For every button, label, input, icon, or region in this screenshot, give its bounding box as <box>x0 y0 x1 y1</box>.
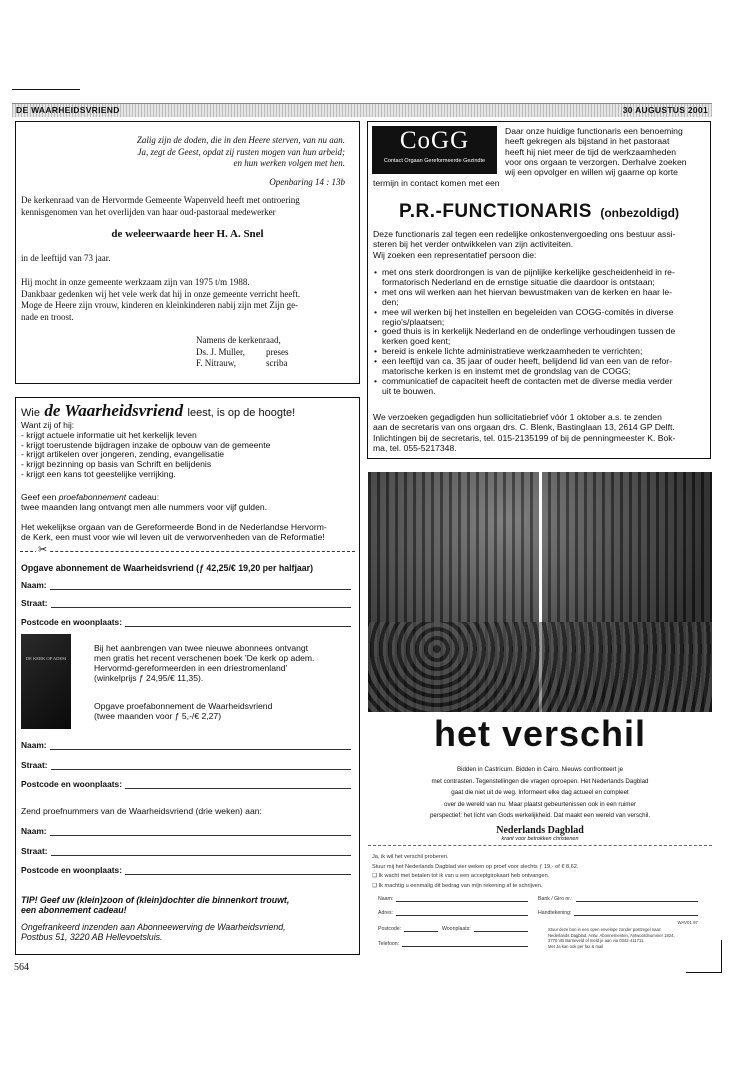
obituary-intro: De kerkenraad van de Hervormde Gemeente Wapenveld heeft met ontroering kennisgenomen van het overlijden van haar oud-pastoraal medewerker <box>21 195 300 217</box>
gift-offer: Geef een proefabonnement cadeau: twee maanden lang ontvangt men alle nummers voor vijf gulden. <box>21 492 268 512</box>
cogg-job-ad <box>367 121 711 459</box>
street-field-3[interactable]: Straat: <box>21 846 351 856</box>
book-cover: DE KERK OP ADEM <box>21 634 71 729</box>
header-bar <box>12 103 712 117</box>
coupon-text: Ja, ik wil het verschil proberen. Stuur mij het Nederlands Dagblad vier weken op proef voor slechts ƒ 19,- of € 8,62. ❑ Ik wacht met betalen tot ik van u een acceptgirokaart heb ontvangen. ❑ Ik machtig u eenmalig dit bedrag van mijn rekening af te schrijven. <box>372 853 578 891</box>
verse-reference: Openbaring 14 : 13b <box>269 176 345 187</box>
book-offer: Bij het aanbrengen van twee nieuwe abonnees ontvangt men gratis het recent verschenen boek 'De kerk op adem. Hervormd-gereformeerden in een driestromenland' (winkelprijs ƒ 24,95/€ 11,35). <box>94 643 315 683</box>
obituary-notice <box>15 121 360 384</box>
ad-headline: het verschil <box>433 713 647 754</box>
deceased-name: de weleerwaarde heer H. A. Snel <box>111 228 264 240</box>
nd-postcode-field[interactable]: Postcode: <box>378 926 438 932</box>
obituary-age: in de leeftijd van 73 jaar. <box>21 253 111 263</box>
coupon-cut-line <box>368 845 712 846</box>
coupon-code: WAV01 97 <box>677 920 698 925</box>
application-instructions: We verzoeken gegadigden hun sollicitatiebrief vóór 1 oktober a.s. te zenden aan de secretaris van ons orgaan drs. C. Blenk, Bastinglaan 13, 2614 GP Delft. Inlichtingen bij de secretaris, tel. 015-2135199 of bij de penningmeester K. Bok- ma, tel. 055-5217348. <box>373 412 676 453</box>
corner-rule <box>686 972 722 973</box>
congregation-photo <box>368 472 712 712</box>
gift-tip: TIP! Geef uw (klein)zoon of (klein)dochter die binnenkort trouwt, een abonnement cadeau! <box>21 895 290 915</box>
list-item: • met ons wil werken aan het hiervan bewustmaken van de kerken en haar le- den; <box>382 288 705 308</box>
crowd-texture <box>368 622 712 712</box>
bible-verse: Zalig zijn de doden, die in den Heere sterven, van nu aan. Ja, zegt de Geest, opdat zij rusten mogen van hun arbeid; en hun werken volgen met hen. Openbaring 14 : 13b <box>16 135 345 188</box>
list-item: • communicatief de capaciteit heeft de contacten met de diverse media verder uit te bouwen. <box>382 377 705 397</box>
scissors-icon: ✂ <box>38 544 48 556</box>
job-description: Deze functionaris zal tegen een redelijke onkostenvergoeding ons bestuur assi- steren bij het verder ontwikkelen van zijn activiteiten. Wij zoeken een representatief persoon die: <box>373 229 676 260</box>
benefits-list: Want zij of hij: - krijgt actuele informatie uit het kerkelijk leven - krijgt toerustende bijdragen inzake de opbouw van de gemeente - krijgt artikelen over jongeren, zending, evangelisatie - krijgt bezinning op basis van Schrift en belijdenis - krijgt een kans tot geestelijke verrijking. <box>21 420 271 479</box>
name-field-3[interactable]: Naam: <box>21 826 351 836</box>
requirements-list <box>373 268 705 397</box>
nd-address-field[interactable]: Adres: <box>378 910 528 916</box>
cogg-logo: CoGG Contact Orgaan Gereformeerde Gezindte <box>372 126 497 174</box>
page-number: 564 <box>14 962 29 973</box>
mailing-address: Ongefrankeerd inzenden aan Abonneewerving de Waarheidsvriend, Postbus 51, 3220 AB Hellevoetsluis. <box>21 922 286 942</box>
list-item: • met ons sterk doordrongen is van de pijnlijke kerkelijke gescheidenheid in re- formatorisch Nederland en de ernstige situatie die daardoor is ontstaan; <box>382 268 705 288</box>
corner-rule-vertical <box>721 940 722 973</box>
street-field-2[interactable]: Straat: <box>21 760 351 770</box>
sample-issues-title: Zend proefnummers van de Waarheidsvriend (drie weken) aan: <box>21 806 262 816</box>
list-item: • een leeftijd van ca. 35 jaar of ouder heeft, belijdend lid van een van de refor- matorische kerken is en instemt met de grondslag van de COGG; <box>382 357 705 377</box>
cogg-intro: Daar onze huidige functionaris een benoeming heeft gekregen als bijstand in het pastoraat heeft hij niet meer de tijd de werkzaamheden voor ons orgaan te verzorgen. Derhalve zoeken wij een opvolger en willen wij gaarne op korte <box>505 126 687 178</box>
job-title: P.R.-FUNCTIONARIS (onbezoldigd) <box>399 201 679 222</box>
subscription-order-title: Opgave abonnement de Waarheidsvriend (ƒ 42,25/€ 19,20 per halfjaar) <box>21 563 314 573</box>
coupon-instructions: Stuur deze bon in een open envelope zonder postzegel naar: Nederlands Dagblad, Antw. Abonnementen, Antwoordnummer 1824, 3770 VB Barneveld of meld je aan via 0342-411711. Met Ja kan ook per fax & mail <box>548 927 675 949</box>
newspaper-logo: Nederlands Dagblad krant voor betrokken christenen <box>496 825 584 842</box>
ad-copy: Bidden in Castricum. Bidden in Cairo. Nieuws confronteert je met contrasten. Tegenstellingen die vragen oproepen. Het Nederlands Dagblad gaat die niet uit de weg. Informeert elke dag actueel en compleet over de wereld van nu. Maar plaatst gebeurtenissen ook in een ruimer perspectief: het licht van Gods werkelijkheid. Dat maakt een wereld van verschil. <box>429 766 651 820</box>
trial-offer: Opgave proefabonnement de Waarheidsvriend (twee maanden voor ƒ 5,-/€ 2,27) <box>94 701 273 721</box>
nd-bank-field[interactable]: Bank / Giro nr.: <box>538 896 698 902</box>
nd-phone-field[interactable]: Telefoon: <box>378 941 528 947</box>
weekly-description: Het wekelijkse orgaan van de Gereformeerde Bond in de Nederlandse Hervorm- de Kerk, een must voor wie wil leven uit de verworvenheden van de Reformatie! <box>21 522 327 542</box>
postcode-field-3[interactable]: Postcode en woonplaats: <box>21 865 351 875</box>
cut-line <box>20 551 355 552</box>
list-item: • bereid is enkele lichte administratieve werkzaamheden te verrichten; <box>382 347 705 357</box>
obituary-body: Hij mocht in onze gemeente werkzaam zijn van 1975 t/m 1988. Dankbaar gedenken wij het vele werk dat hij in onze gemeente verricht heeft. Moge de Heere zijn vrouw, kinderen en kleinkinderen nabij zijn met Zijn ge- nade en troost. <box>21 277 301 322</box>
name-field-1[interactable]: Naam: <box>21 580 351 590</box>
postcode-field-2[interactable]: Postcode en woonplaats: <box>21 779 351 789</box>
postcode-field-1[interactable]: Postcode en woonplaats: <box>21 617 351 627</box>
obituary-signature: Namens de kerkenraad, Ds. J. Muller, preses F. Nitrauw, scriba <box>196 335 289 369</box>
direct-debit-checkbox[interactable]: ❑ Ik machtig u eenmalig dit bedrag van mijn rekening af te schrijven. <box>372 882 543 889</box>
subscription-headline: Wie de Waarheidsvriend leest, is op de hoogte! <box>21 401 296 420</box>
nd-city-field[interactable]: Woonplaats: <box>442 926 528 932</box>
cogg-intro-end: termijn in contact komen met een <box>373 178 500 188</box>
list-item: • goed thuis is in kerkelijk Nederland en de onderlinge verhoudingen tussen de kerken goed kent; <box>382 327 705 347</box>
subscription-form <box>15 397 360 955</box>
name-field-2[interactable]: Naam: <box>21 740 351 750</box>
publication-name: DE WAARHEIDSVRIEND <box>16 105 120 115</box>
issue-date: 30 AUGUSTUS 2001 <box>622 105 708 115</box>
top-rule <box>12 89 80 90</box>
list-item: • mee wil werken bij het instellen en begeleiden van COGG-comités in diverse regio's/plaatsen; <box>382 308 705 328</box>
street-field-1[interactable]: Straat: <box>21 598 351 608</box>
nd-name-field[interactable]: Naam: <box>378 896 528 902</box>
pay-later-checkbox[interactable]: ❑ Ik wacht met betalen tot ik van u een acceptgirokaart heb ontvangen. <box>372 873 550 880</box>
nd-signature-field[interactable]: Handtekening: <box>538 910 698 916</box>
